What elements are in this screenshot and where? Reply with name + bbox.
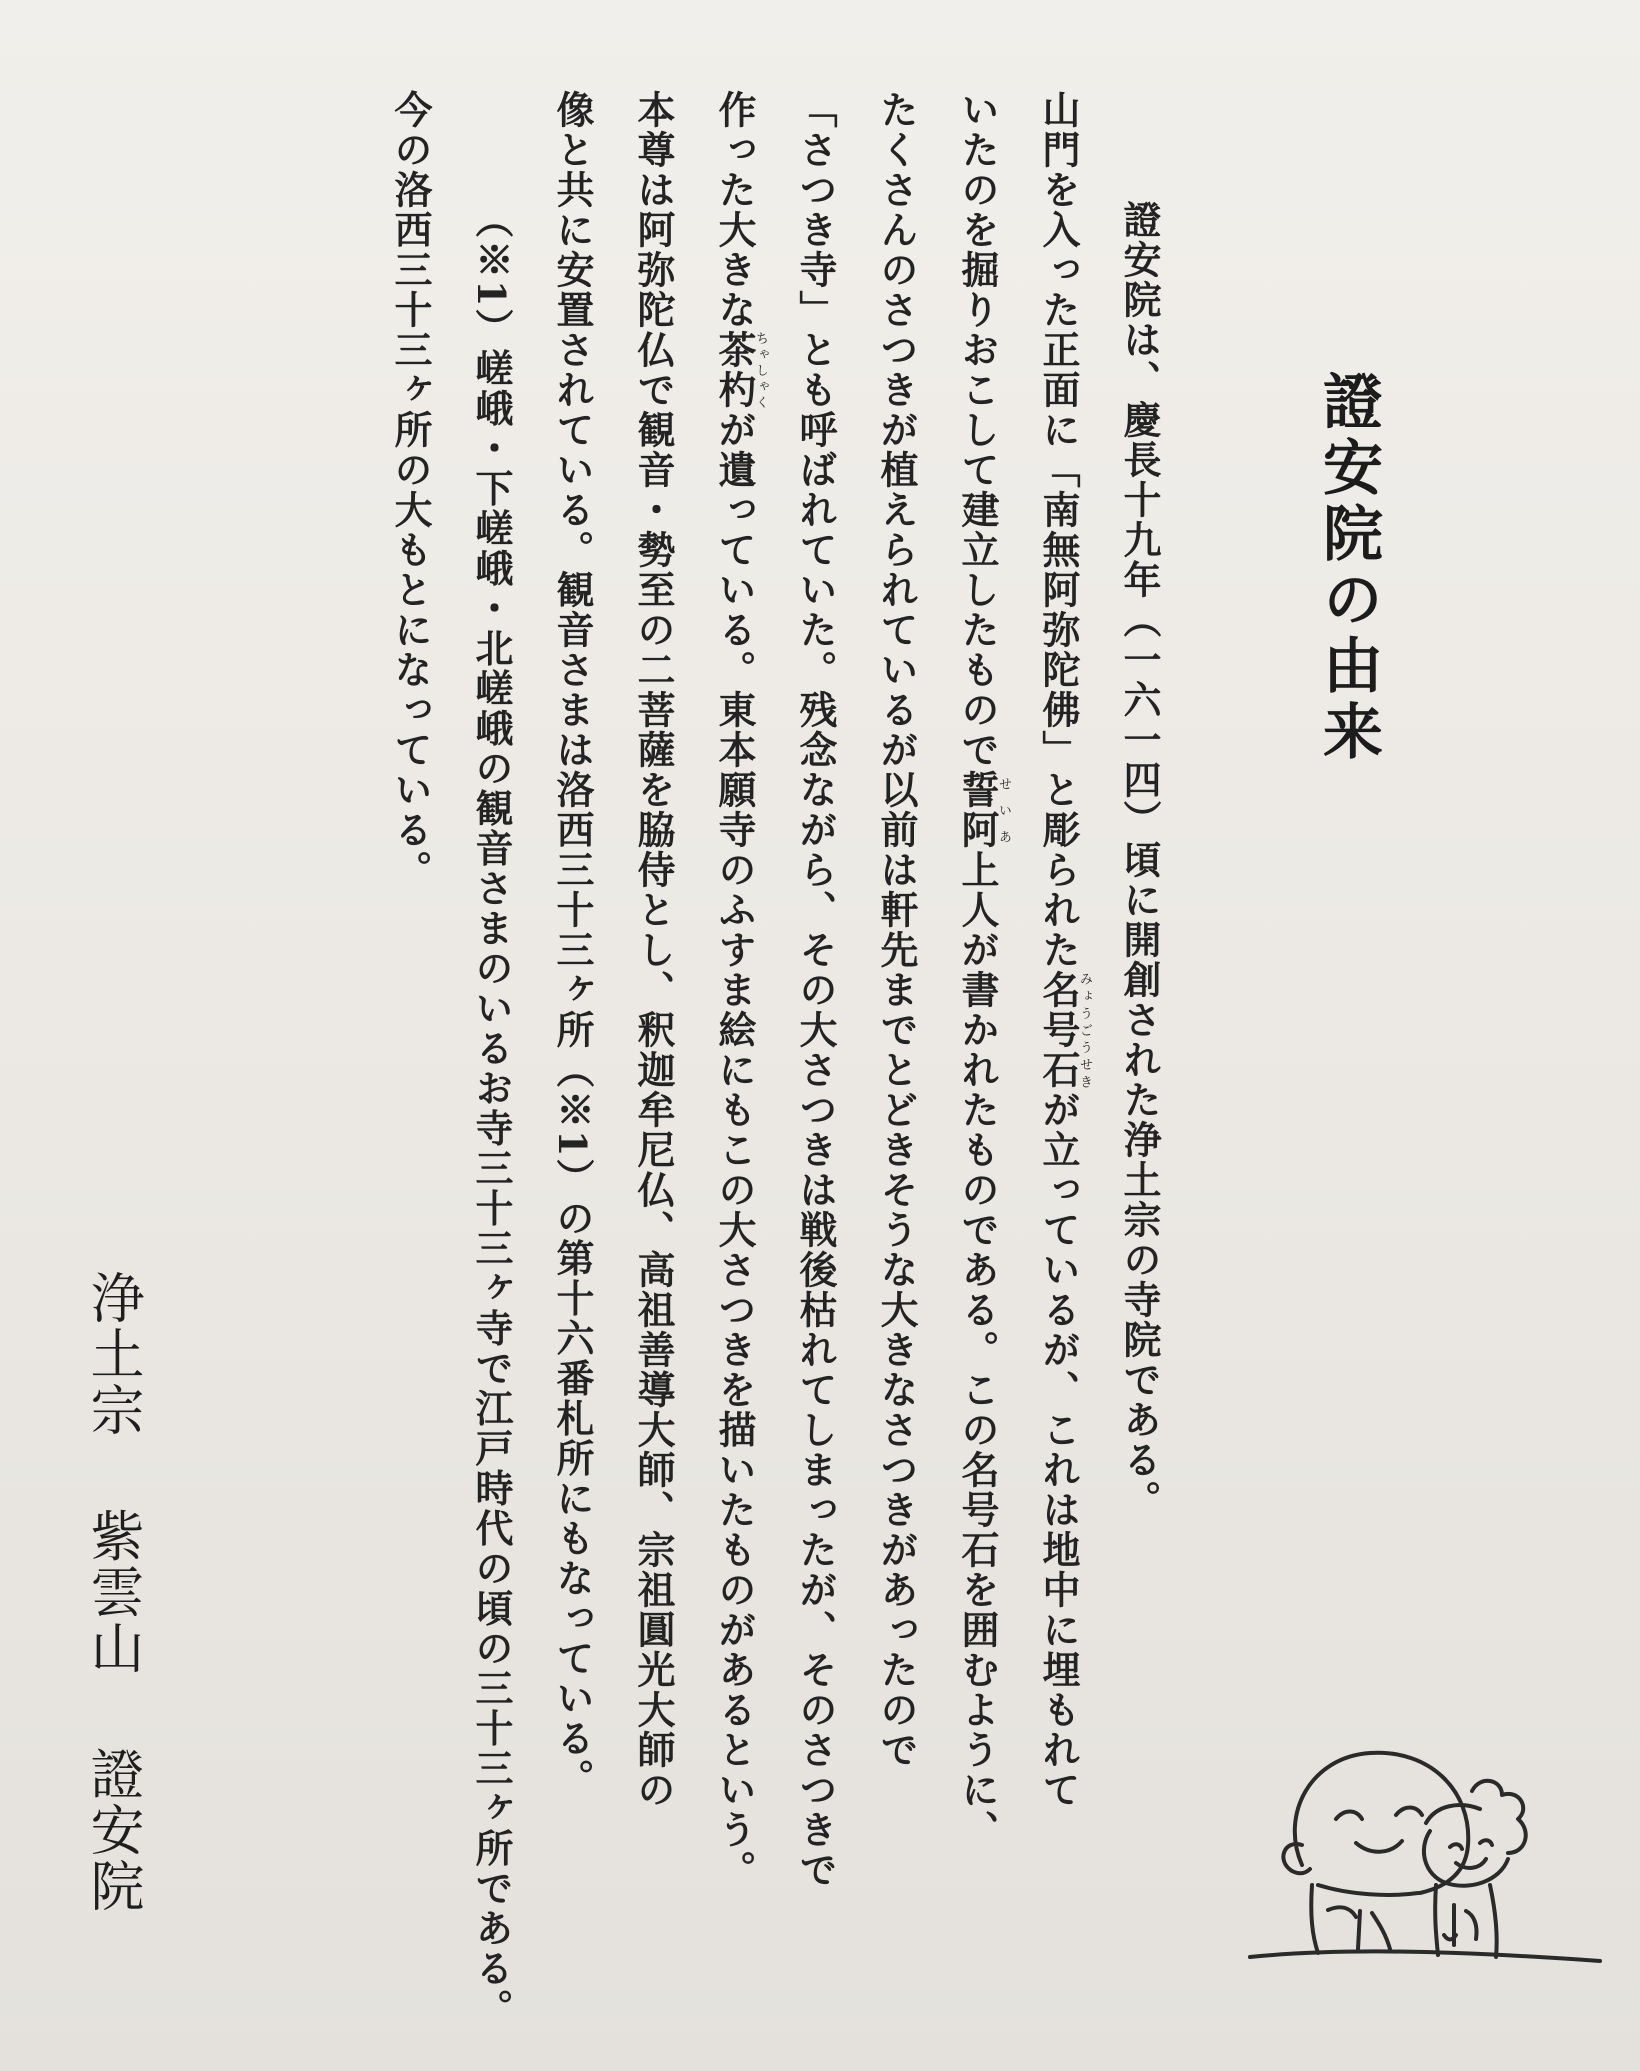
body-line-8: 像と共に安置されている。観音さまは洛西三十三ヶ所（※1）の第十六番札所にもなっている。 xyxy=(550,90,595,1799)
document-title: 證安院の由来 xyxy=(1313,370,1383,766)
signature xyxy=(82,1270,145,1914)
ruby-base: 名号石 xyxy=(1036,970,1081,1090)
jizo-and-child-drawing-icon xyxy=(1240,1735,1610,1995)
furigana-chashaku xyxy=(712,330,768,410)
body-line-3-after: 上人が書かれたものである。この名号石を囲むように、 xyxy=(955,850,1000,1850)
body-line-7: 本尊は阿弥陀仏で観音・勢至の二菩薩を脇侍とし、釈迦牟尼仏、高祖善導大師、宗祖圓光大師の xyxy=(631,90,676,1810)
body-line-2-before: 山門を入った正面に「南無阿弥陀佛」と彫られた xyxy=(1036,90,1081,970)
ruby-reading: せいあ xyxy=(996,770,1011,850)
body-line-1: 證安院は、慶長十九年（一六一四）頃に開創された浄土宗の寺院である。 xyxy=(1117,200,1162,1520)
body-line-6-before: 作った大きな xyxy=(712,90,757,330)
body-line-4: たくさんのさつきが植えられているが以前は軒先までとどきそうな大きなさつきがあったので xyxy=(874,90,919,1770)
body-line-6-after: が遺っている。東本願寺のふすま絵にもこの大さつきを描いたものがあるという。 xyxy=(712,410,757,1890)
body-line-2 xyxy=(1018,90,1099,2030)
body-text xyxy=(180,90,1180,2030)
body-line-5: 「さつき寺」とも呼ばれていた。残念ながら、その大さつきは戦後枯れてしまったが、そのさつきで xyxy=(793,90,838,1890)
signature-temple: 證安院 xyxy=(82,1746,145,1914)
body-line-2-after: が立っているが、これは地中に埋もれて xyxy=(1036,1090,1081,1810)
body-line-6 xyxy=(694,90,775,2030)
ruby-base: 誓阿 xyxy=(955,770,1000,850)
signature-sect: 浄土宗 xyxy=(82,1270,145,1438)
body-line-3 xyxy=(937,90,1018,2030)
body-line-10: 今の洛西三十三ヶ所の大もとになっている。 xyxy=(388,90,433,890)
furigana-myogoseki xyxy=(1036,970,1092,1090)
ruby-base: 茶杓 xyxy=(712,330,757,410)
furigana-seia xyxy=(955,770,1011,850)
body-line-3-before: いたのを掘りおこして建立したもので xyxy=(955,90,1000,770)
signature-mountain: 紫雲山 xyxy=(82,1508,145,1676)
ruby-reading: ちゃしゃく xyxy=(753,330,768,410)
footnote-line: （※1）嵯峨・下嵯峨・北嵯峨の観音さまのいるお寺三十三ヶ寺で江戸時代の頃の三十三ヶ所である。 xyxy=(469,200,514,2029)
ruby-reading: みょうごうせき xyxy=(1077,970,1092,1090)
